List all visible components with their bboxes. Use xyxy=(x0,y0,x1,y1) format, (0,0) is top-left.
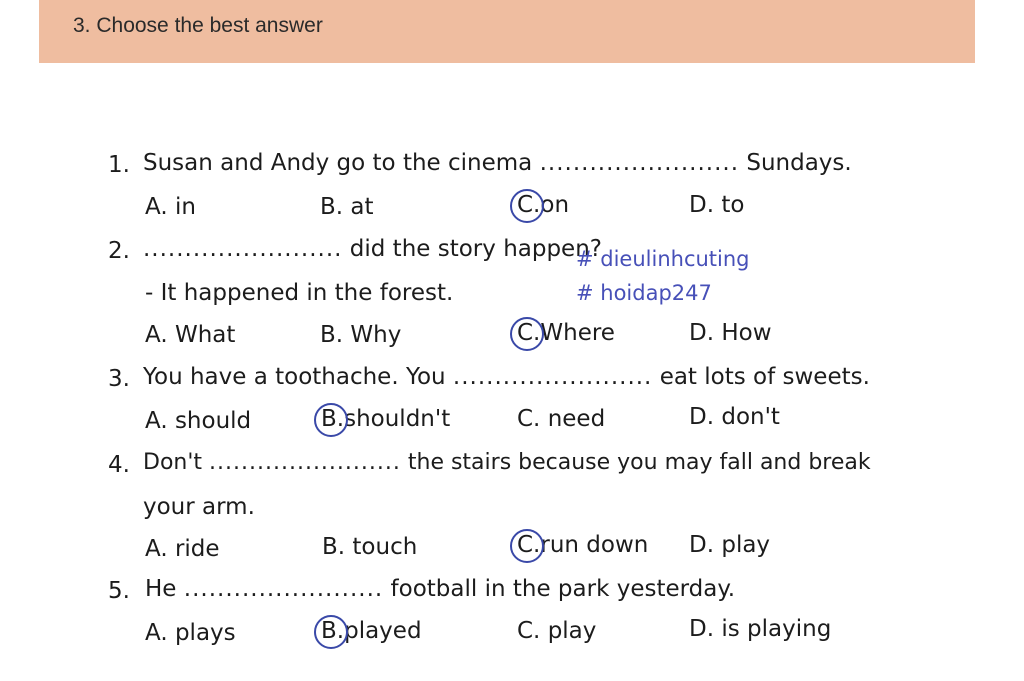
question-2-stem xyxy=(143,236,602,262)
watermark-tag: # dieulinhcuting xyxy=(576,247,750,271)
question-text: football in the park yesterday. xyxy=(390,576,736,602)
option-a[interactable]: A. ride xyxy=(145,536,220,562)
answer-blank: ........................ xyxy=(539,150,740,176)
option-a[interactable]: A. What xyxy=(145,322,236,348)
answer-blank: ........................ xyxy=(143,236,343,262)
option-d[interactable]: D. How xyxy=(689,320,772,346)
question-4-stem xyxy=(143,450,871,475)
answer-blank: ........................ xyxy=(452,364,653,390)
selected-answer-circle xyxy=(314,615,348,649)
option-b[interactable]: B.shouldn't xyxy=(321,406,450,432)
option-d[interactable]: D. play xyxy=(689,532,771,558)
question-number: 4. xyxy=(108,452,130,478)
question-3-stem xyxy=(143,364,870,390)
question-number: 1. xyxy=(108,152,130,178)
option-b[interactable]: B. Why xyxy=(320,322,402,348)
section-title: 3. Choose the best answer xyxy=(73,14,323,37)
question-text: He xyxy=(145,576,177,602)
option-c[interactable]: C.Where xyxy=(517,320,615,346)
question-text: Susan and Andy go to the cinema xyxy=(143,150,533,176)
selected-answer-circle xyxy=(510,529,544,563)
option-d[interactable]: D. don't xyxy=(689,404,780,430)
option-a[interactable]: A. should xyxy=(145,408,252,434)
question-2-answer-line: - It happened in the forest. xyxy=(145,280,454,306)
question-number: 5. xyxy=(108,578,130,604)
question-text: the stairs because you may fall and break xyxy=(407,450,871,475)
question-number: 2. xyxy=(108,238,130,264)
option-d[interactable]: D. is playing xyxy=(689,616,832,642)
answer-blank: ........................ xyxy=(183,576,384,602)
selected-answer-circle xyxy=(510,317,544,351)
question-text: Don't xyxy=(143,450,203,475)
option-a[interactable]: A. plays xyxy=(145,620,236,646)
question-5-stem xyxy=(145,576,735,602)
question-text: did the story happen? xyxy=(349,236,602,262)
option-c[interactable]: C.on xyxy=(517,192,569,218)
question-number: 3. xyxy=(108,366,130,392)
option-b[interactable]: B. at xyxy=(320,194,374,220)
question-text: eat lots of sweets. xyxy=(659,364,870,390)
option-c[interactable]: C. play xyxy=(517,618,597,644)
question-text: You have a toothache. You xyxy=(143,364,446,390)
watermark-tag: # hoidap247 xyxy=(576,281,712,305)
option-c[interactable]: C. need xyxy=(517,406,606,432)
option-b[interactable]: B.played xyxy=(321,618,422,644)
option-d[interactable]: D. to xyxy=(689,192,745,218)
answer-blank: ........................ xyxy=(209,450,401,475)
option-c[interactable]: C.run down xyxy=(517,532,648,558)
selected-answer-circle xyxy=(510,189,544,223)
question-1-stem xyxy=(143,150,852,176)
question-text: Sundays. xyxy=(746,150,852,176)
question-4-continuation: your arm. xyxy=(143,494,255,520)
option-a[interactable]: A. in xyxy=(145,194,196,220)
selected-answer-circle xyxy=(314,403,348,437)
option-b[interactable]: B. touch xyxy=(322,534,418,560)
